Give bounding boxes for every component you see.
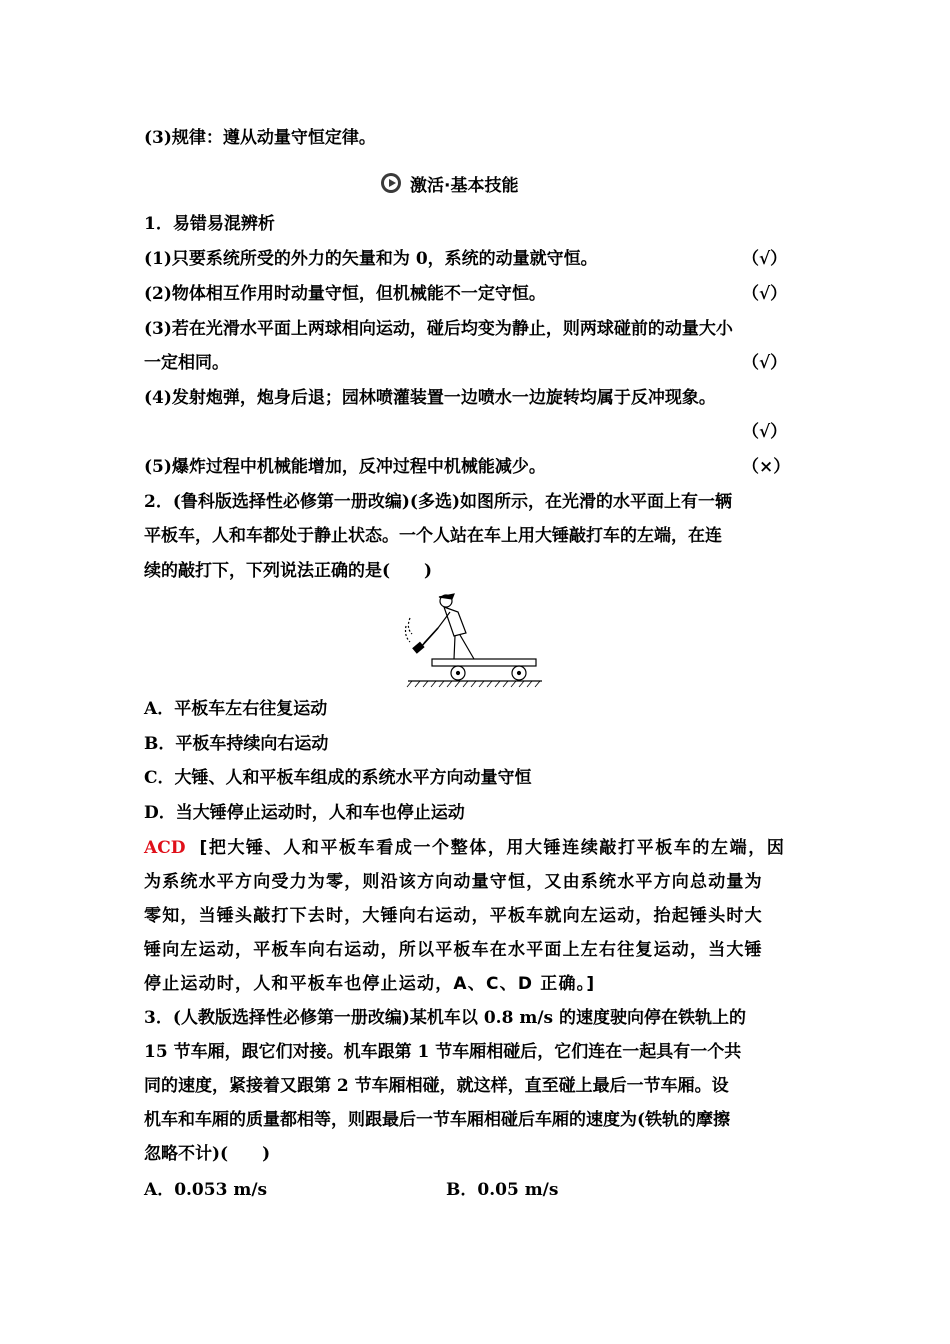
q2-solution-text-1: [把大锤、人和平板车看成一个整体，用大锤连续敲打平板车的左端，因 — [199, 838, 786, 858]
q2-solution-line-4: 锤向左运动，平板车向右运动，所以平板车在水平面上左右往复运动，当大锤 — [144, 940, 763, 960]
law-line: (3)规律：遵从动量守恒定律。 — [144, 128, 376, 148]
q1-item-4: (4)发射炮弹，炮身后退；园林喷灌装置一边喷水一边旋转均属于反冲现象。 — [144, 388, 716, 408]
q2-option-b: B．平板车持续向右运动 — [144, 734, 329, 754]
q3-stem-1: 3．(人教版选择性必修第一册改编)某机车以 0.8 m/s 的速度驶向停在铁轨上的 — [144, 1008, 747, 1028]
q2-stem-3: 续的敲打下，下列说法正确的是( ) — [144, 561, 433, 581]
q1-item-3-cont: 一定相同。 — [144, 353, 229, 373]
q2-stem-1: 2．(鲁科版选择性必修第一册改编)(多选)如图所示，在光滑的水平面上有一辆 — [144, 492, 733, 512]
q1-mark-2: （√） — [742, 284, 788, 304]
q2-solution-line-5: 停止运动时，人和平板车也停止运动，A、C、D 正确。] — [144, 974, 596, 994]
hammer-cart-figure — [402, 588, 544, 688]
section-heading-text: 激活·基本技能 — [410, 175, 519, 196]
q2-solution-line-3: 零知，当锤头敲打下去时，大锤向右运动，平板车就向左运动，抬起锤头时大 — [144, 906, 763, 926]
q2-stem-2: 平板车，人和车都处于静止状态。一个人站在车上用大锤敲打车的左端，在连 — [144, 526, 722, 546]
q2-option-c: C．大锤、人和平板车组成的系统水平方向动量守恒 — [144, 768, 532, 788]
q1-item-5: (5)爆炸过程中机械能增加，反冲过程中机械能减少。 — [144, 457, 546, 477]
q1-item-3: (3)若在光滑水平面上两球相向运动，碰后均变为静止，则两球碰前的动量大小 — [144, 319, 733, 339]
q3-option-a: A．0.053 m/s — [144, 1180, 268, 1200]
q2-option-a: A．平板车左右往复运动 — [144, 699, 328, 719]
q3-option-b: B．0.05 m/s — [446, 1180, 559, 1200]
q1-item-1: (1)只要系统所受的外力的矢量和为 0，系统的动量就守恒。 — [144, 249, 598, 269]
q3-stem-5: 忽略不计)( ) — [144, 1144, 271, 1164]
q2-solution-line-2: 为系统水平方向受力为零，则沿该方向动量守恒，又由系统水平方向总动量为 — [144, 872, 763, 892]
q2-solution-line-1 — [144, 836, 806, 860]
q3-stem-2: 15 节车厢，跟它们对接。机车跟第 1 节车厢相碰后，它们连在一起具有一个共 — [144, 1042, 742, 1062]
q1-mark-4: （√） — [742, 422, 788, 442]
q3-stem-3: 同的速度，紧接着又跟第 2 节车厢相碰，就这样，直至碰上最后一节车厢。设 — [144, 1076, 729, 1096]
section-heading — [380, 170, 518, 196]
q1-mark-3: （√） — [742, 353, 788, 373]
q1-title: 1．易错易混辨析 — [144, 214, 275, 234]
q1-mark-5: （×） — [742, 457, 791, 477]
q1-mark-1: （√） — [742, 249, 788, 269]
play-badge-icon — [380, 172, 402, 194]
q1-item-2: (2)物体相互作用时动量守恒，但机械能不一定守恒。 — [144, 284, 546, 304]
q2-option-d: D．当大锤停止运动时，人和车也停止运动 — [144, 803, 465, 823]
q2-answer-key: ACD — [144, 838, 186, 858]
q3-stem-4: 机车和车厢的质量都相等，则跟最后一节车厢相碰后车厢的速度为(铁轨的摩擦 — [144, 1110, 731, 1130]
